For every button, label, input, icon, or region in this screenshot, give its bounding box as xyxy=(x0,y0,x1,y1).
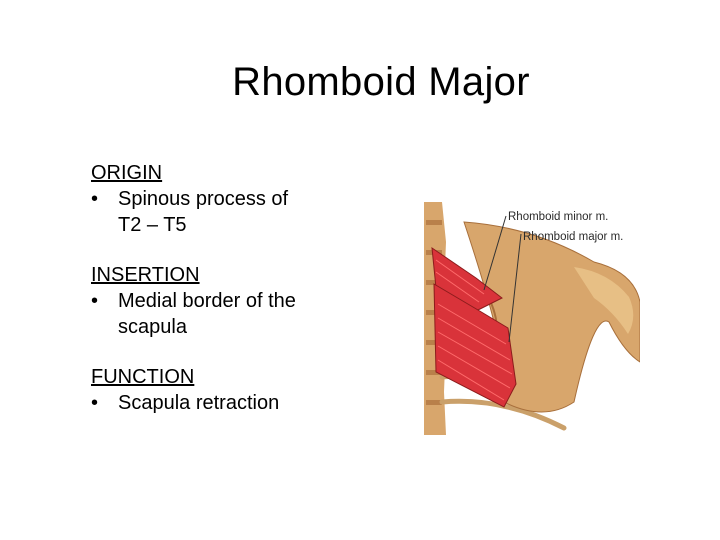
bullet-item xyxy=(91,186,391,238)
insertion-section xyxy=(91,262,391,340)
bullet-text-line: scapula xyxy=(118,316,187,338)
section-heading: ORIGIN xyxy=(91,162,163,184)
anatomy-svg xyxy=(424,202,640,435)
bullet-item xyxy=(91,288,391,340)
function-section xyxy=(91,364,391,416)
bullet-text xyxy=(118,288,391,340)
label-rhomboid-minor: Rhomboid minor m. xyxy=(508,211,609,223)
bullet-mark: • xyxy=(91,188,99,210)
bullet-text xyxy=(118,186,391,238)
bullet-text-line: Spinous process of xyxy=(118,188,289,210)
bullet-text-line: T2 – T5 xyxy=(118,214,187,236)
section-heading: FUNCTION xyxy=(91,366,195,388)
bullet-mark: • xyxy=(91,290,99,312)
bullet-text-line: Scapula retraction xyxy=(118,392,280,414)
label-rhomboid-major: Rhomboid major m. xyxy=(523,231,624,243)
bullet-item xyxy=(91,390,391,416)
bullet-mark: • xyxy=(91,392,99,414)
origin-section xyxy=(91,160,391,238)
rhomboid-anatomy-illustration xyxy=(424,202,640,435)
content-text xyxy=(91,160,391,440)
bullet-text-line: Medial border of the xyxy=(118,290,296,312)
slide-title: Rhomboid Major xyxy=(232,60,530,104)
section-heading: INSERTION xyxy=(91,264,200,286)
bullet-text xyxy=(118,390,391,416)
